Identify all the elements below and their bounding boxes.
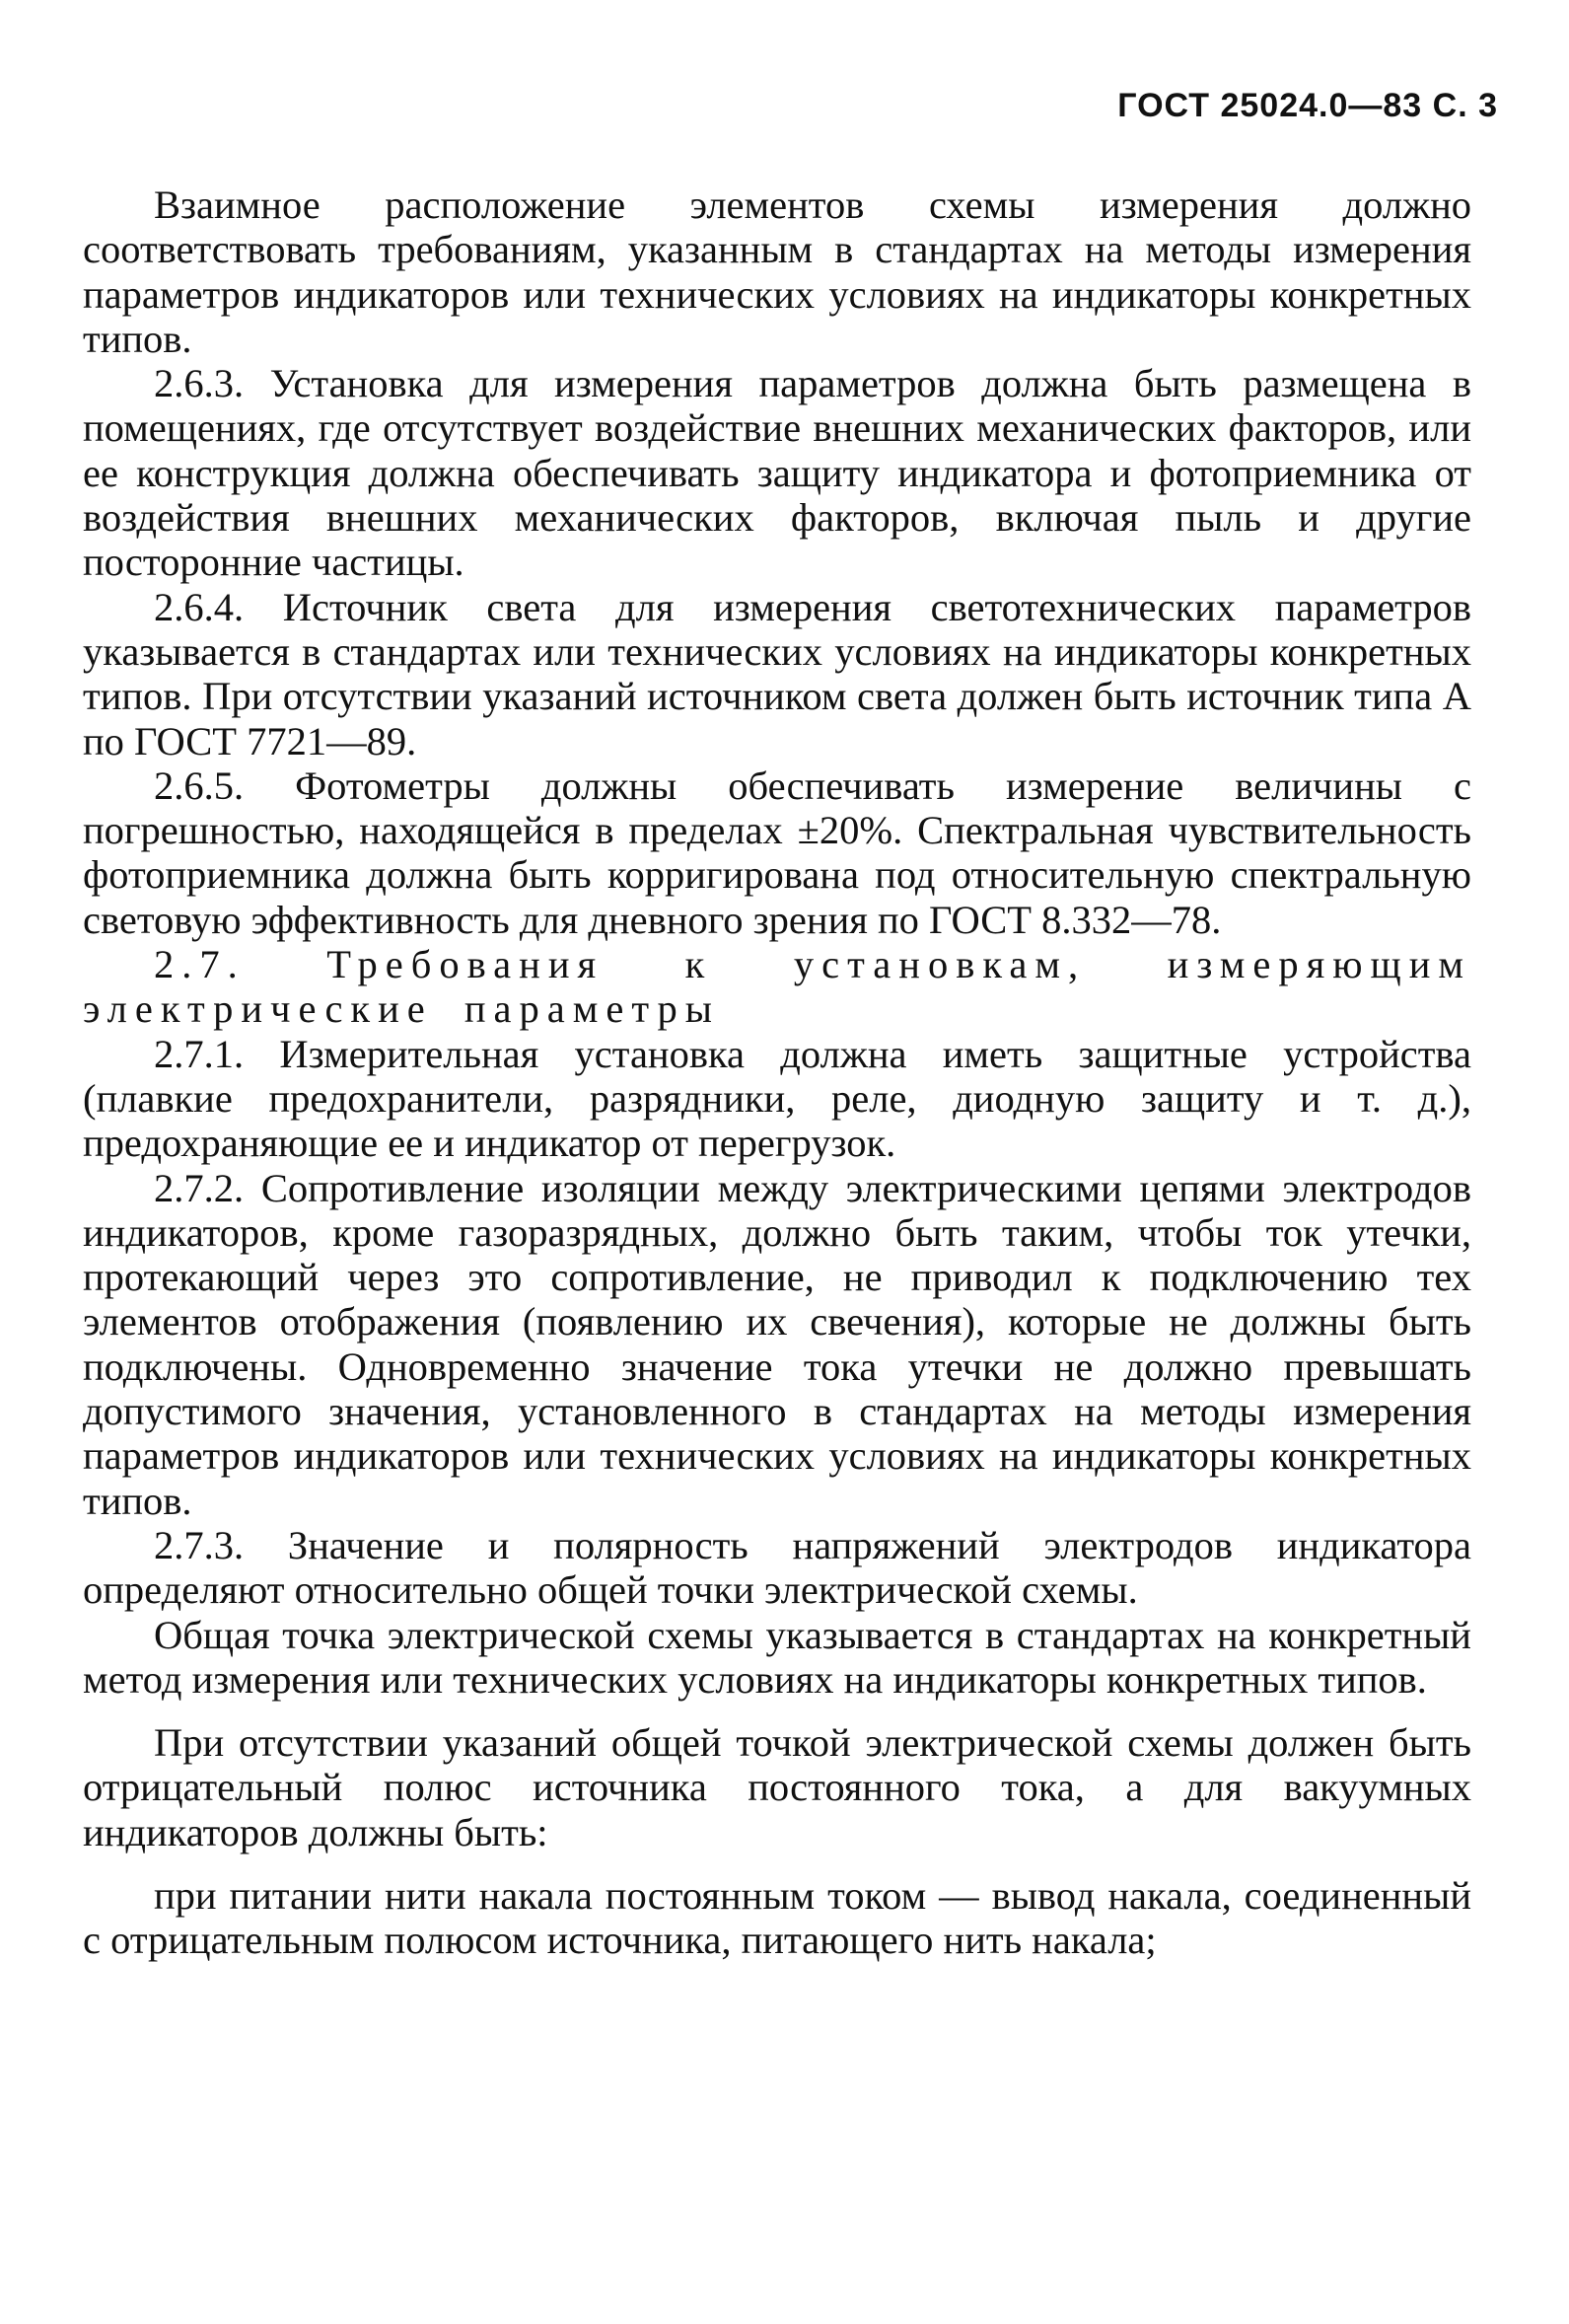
- paragraph-2-6-3: 2.6.3. Установка для измерения параметров должна быть размещена в помещениях, где отсутствует воздействие внешних механических факторов, или ее конструкция должна обеспечивать защиту индикатора и фотоприемника от воздействия внешних механических факторов, включая пыль и другие посторонние частицы.: [83, 361, 1471, 585]
- paragraph-2-6-5: 2.6.5. Фотометры должны обеспечивать измерение величины с погрешностью, находящейся в пределах ±20%. Спектральная чувствительность фотоприемника должна быть корригирована под относительную спектральную световую эффективность для дневного зрения по ГОСТ 8.332—78.: [83, 763, 1471, 942]
- document-body: [83, 182, 1471, 1963]
- paragraph-arrangement: Взаимное расположение элементов схемы измерения должно соответствовать требованиям, указанным в стандартах на методы измерения параметров индикаторов или технических условиях на индикаторы конкретных типов.: [83, 182, 1471, 361]
- paragraph-2-7-2: 2.7.2. Сопротивление изоляции между электрическими цепями электродов индикаторов, кроме газоразрядных, должно быть таким, чтобы ток утечки, протекающий через это сопротивление, не приводил к подключению тех элементов отображения (появлению их свечения), которые не должны быть подключены. Одновременно значение тока утечки не должно превышать допустимого значения, установленного в стандартах на методы измерения параметров индикаторов или технических условиях на индикаторы конкретных типов.: [83, 1165, 1471, 1523]
- section-heading-2-7: 2.7. Требования к установкам, измеряющим электрические параметры: [83, 942, 1471, 1032]
- paragraph-2-7-1: 2.7.1. Измерительная установка должна иметь защитные устройства (плавкие предохранители, разрядники, реле, диодную защиту и т. д.), предохраняющие ее и индикатор от перегрузок.: [83, 1031, 1471, 1166]
- paragraph-common-point: Общая точка электрической схемы указывается в стандартах на конкретный метод измерения или технических условиях на индикаторы конкретных типов.: [83, 1612, 1471, 1702]
- paragraph-2-7-3: 2.7.3. Значение и полярность напряжений электродов индикатора определяют относительно общей точки электрической схемы.: [83, 1522, 1471, 1613]
- paragraph-filament-dc: при питании нити накала постоянным током — вывод накала, соединенный с отрицательным полюсом источника, питающего нить накала;: [83, 1872, 1471, 1963]
- paragraph-default-common-point: При отсутствии указаний общей точкой электрической схемы должен быть отрицательный полюс источника постоянного тока, а для вакуумных индикаторов должны быть:: [83, 1720, 1471, 1854]
- page-header: ГОСТ 25024.0—83 С. 3: [1117, 87, 1498, 124]
- paragraph-2-6-4: 2.6.4. Источник света для измерения светотехнических параметров указывается в стандартах или технических условиях на индикаторы конкретных типов. При отсутствии указаний источником света должен быть источник типа А по ГОСТ 7721—89.: [83, 584, 1471, 763]
